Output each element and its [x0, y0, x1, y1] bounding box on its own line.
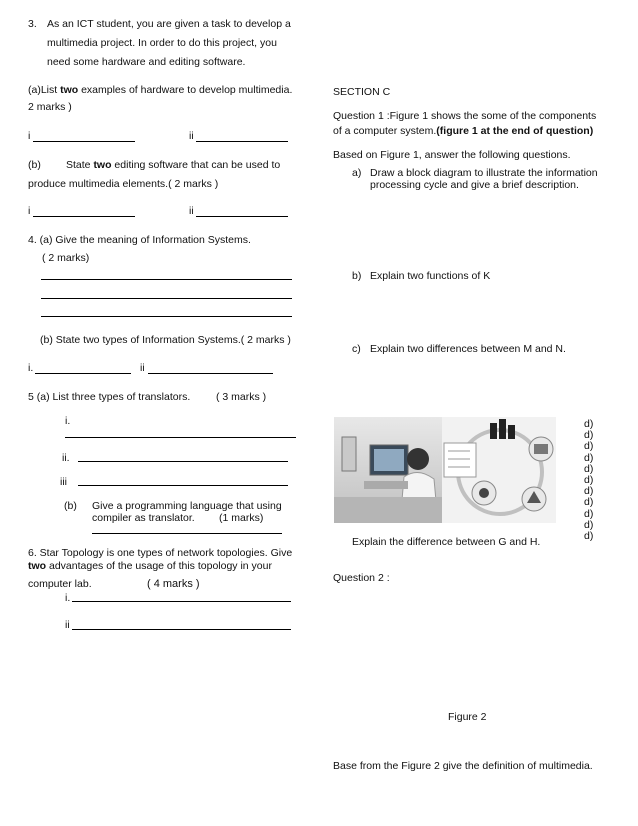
d-label: d)	[584, 474, 594, 486]
q1a-text-line1: Draw a block diagram to illustrate the information	[370, 167, 598, 179]
d-label: d)	[584, 440, 594, 453]
d-label: d)	[584, 530, 594, 542]
d-label: d)	[584, 451, 594, 464]
q5a-item-ii-label: ii.	[62, 452, 70, 464]
q5a-text: 5 (a) List three types of translators.	[28, 391, 191, 403]
q1a-text-line2: processing cycle and give a brief description.	[370, 179, 579, 191]
q5a-marks: ( 3 marks )	[216, 391, 267, 403]
q6-text-line3: computer lab.	[28, 578, 92, 590]
section-c-heading: SECTION C	[333, 86, 391, 98]
figure-explain-text: Explain the difference between G and H.	[352, 536, 541, 548]
q3a-blank-i-line[interactable]	[33, 141, 135, 142]
figure-1-image	[334, 417, 556, 523]
d-label: d)	[584, 485, 594, 498]
q3b-blank-i-label: i	[28, 205, 31, 217]
q5b-marks: (1 marks)	[219, 512, 264, 524]
q4b-blank-i-label: i.	[28, 362, 34, 374]
q3-text-line3: need some hardware and editing software.	[47, 56, 246, 68]
q6-text-line1: 6. Star Topology is one types of network topologies. Give	[28, 547, 293, 559]
figure-2-caption: Figure 2	[448, 711, 487, 723]
q3a-blank-ii-label: ii	[189, 130, 194, 142]
q4a-text: 4. (a) Give the meaning of Information Systems.	[28, 234, 251, 246]
q1a-label: a)	[352, 167, 362, 179]
q1c-label: c)	[352, 343, 361, 355]
q6-marks: ( 4 marks )	[147, 578, 200, 590]
q6-item-i-label: i.	[65, 592, 71, 604]
q1-text-line2: of a computer system.(figure 1 at the end of question)	[333, 125, 594, 137]
q1c-text: Explain two differences between M and N.	[370, 343, 566, 355]
q6-text-line2: two advantages of the usage of this topology in your	[28, 560, 272, 572]
q4a-answer-line-2[interactable]	[41, 298, 292, 299]
system-components-diagram	[442, 417, 556, 523]
q5b-answer-line[interactable]	[92, 533, 282, 534]
q4a-answer-line-1[interactable]	[41, 279, 292, 280]
q5b-text-line2: compiler as translator.	[92, 512, 195, 524]
q3b-text-line2: produce multimedia elements.( 2 marks )	[28, 178, 219, 190]
q1b-label: b)	[352, 270, 362, 282]
q1-text-line1: Question 1 :Figure 1 shows the some of the components	[333, 110, 597, 122]
q4a-marks: ( 2 marks)	[42, 252, 90, 264]
q3b-text: State two editing software that can be used to	[66, 159, 281, 171]
q3a-blank-i-label: i	[28, 130, 31, 142]
q3a-text: (a)List two examples of hardware to develop multimedia.	[28, 84, 293, 96]
d-label: d)	[584, 507, 594, 520]
q5a-item-i-label: i.	[65, 415, 71, 427]
computer-user-photo	[334, 417, 442, 523]
d-label: d)	[584, 429, 594, 442]
q1-based-text: Based on Figure 1, answer the following questions.	[333, 149, 571, 161]
q5a-item-ii-line[interactable]	[78, 461, 288, 462]
d-label: d)	[584, 462, 594, 475]
q4b-text: (b) State two types of Information Systems.( 2 marks )	[40, 334, 291, 346]
q3b-blank-ii-label: ii	[189, 205, 194, 217]
q6-item-i-line[interactable]	[72, 601, 291, 602]
q3b-blank-i-line[interactable]	[33, 216, 135, 217]
q3-text-line2: multimedia project. In order to do this project, you	[47, 37, 277, 49]
d-label: d)	[584, 496, 594, 509]
q4a-answer-line-3[interactable]	[41, 316, 292, 317]
q6-item-ii-line[interactable]	[72, 629, 291, 630]
d-label: d)	[584, 418, 594, 430]
q3b-label: (b)	[28, 159, 41, 171]
figure-2-question: Base from the Figure 2 give the definition of multimedia.	[333, 760, 593, 772]
q3-text-line1: As an ICT student, you are given a task to develop a	[47, 18, 291, 30]
q5b-text-line1: Give a programming language that using	[92, 500, 282, 512]
q1b-text: Explain two functions of K	[370, 270, 491, 282]
q4b-blank-ii-label: ii	[140, 362, 145, 374]
d-label: d)	[584, 518, 594, 531]
q3-number: 3.	[28, 18, 37, 30]
q4b-blank-i-line[interactable]	[35, 373, 131, 374]
q4b-blank-ii-line[interactable]	[148, 373, 273, 374]
q5b-label: (b)	[64, 500, 77, 512]
q3b-blank-ii-line[interactable]	[196, 216, 288, 217]
q3a-marks: 2 marks )	[28, 101, 72, 113]
q6-item-ii-label: ii	[65, 619, 70, 631]
q3a-blank-ii-line[interactable]	[196, 141, 288, 142]
q5a-item-iii-line[interactable]	[78, 485, 288, 486]
q5a-item-iii-label: iii	[60, 476, 67, 488]
question-2-heading: Question 2 :	[333, 572, 390, 584]
q5a-item-i-line[interactable]	[65, 437, 296, 438]
